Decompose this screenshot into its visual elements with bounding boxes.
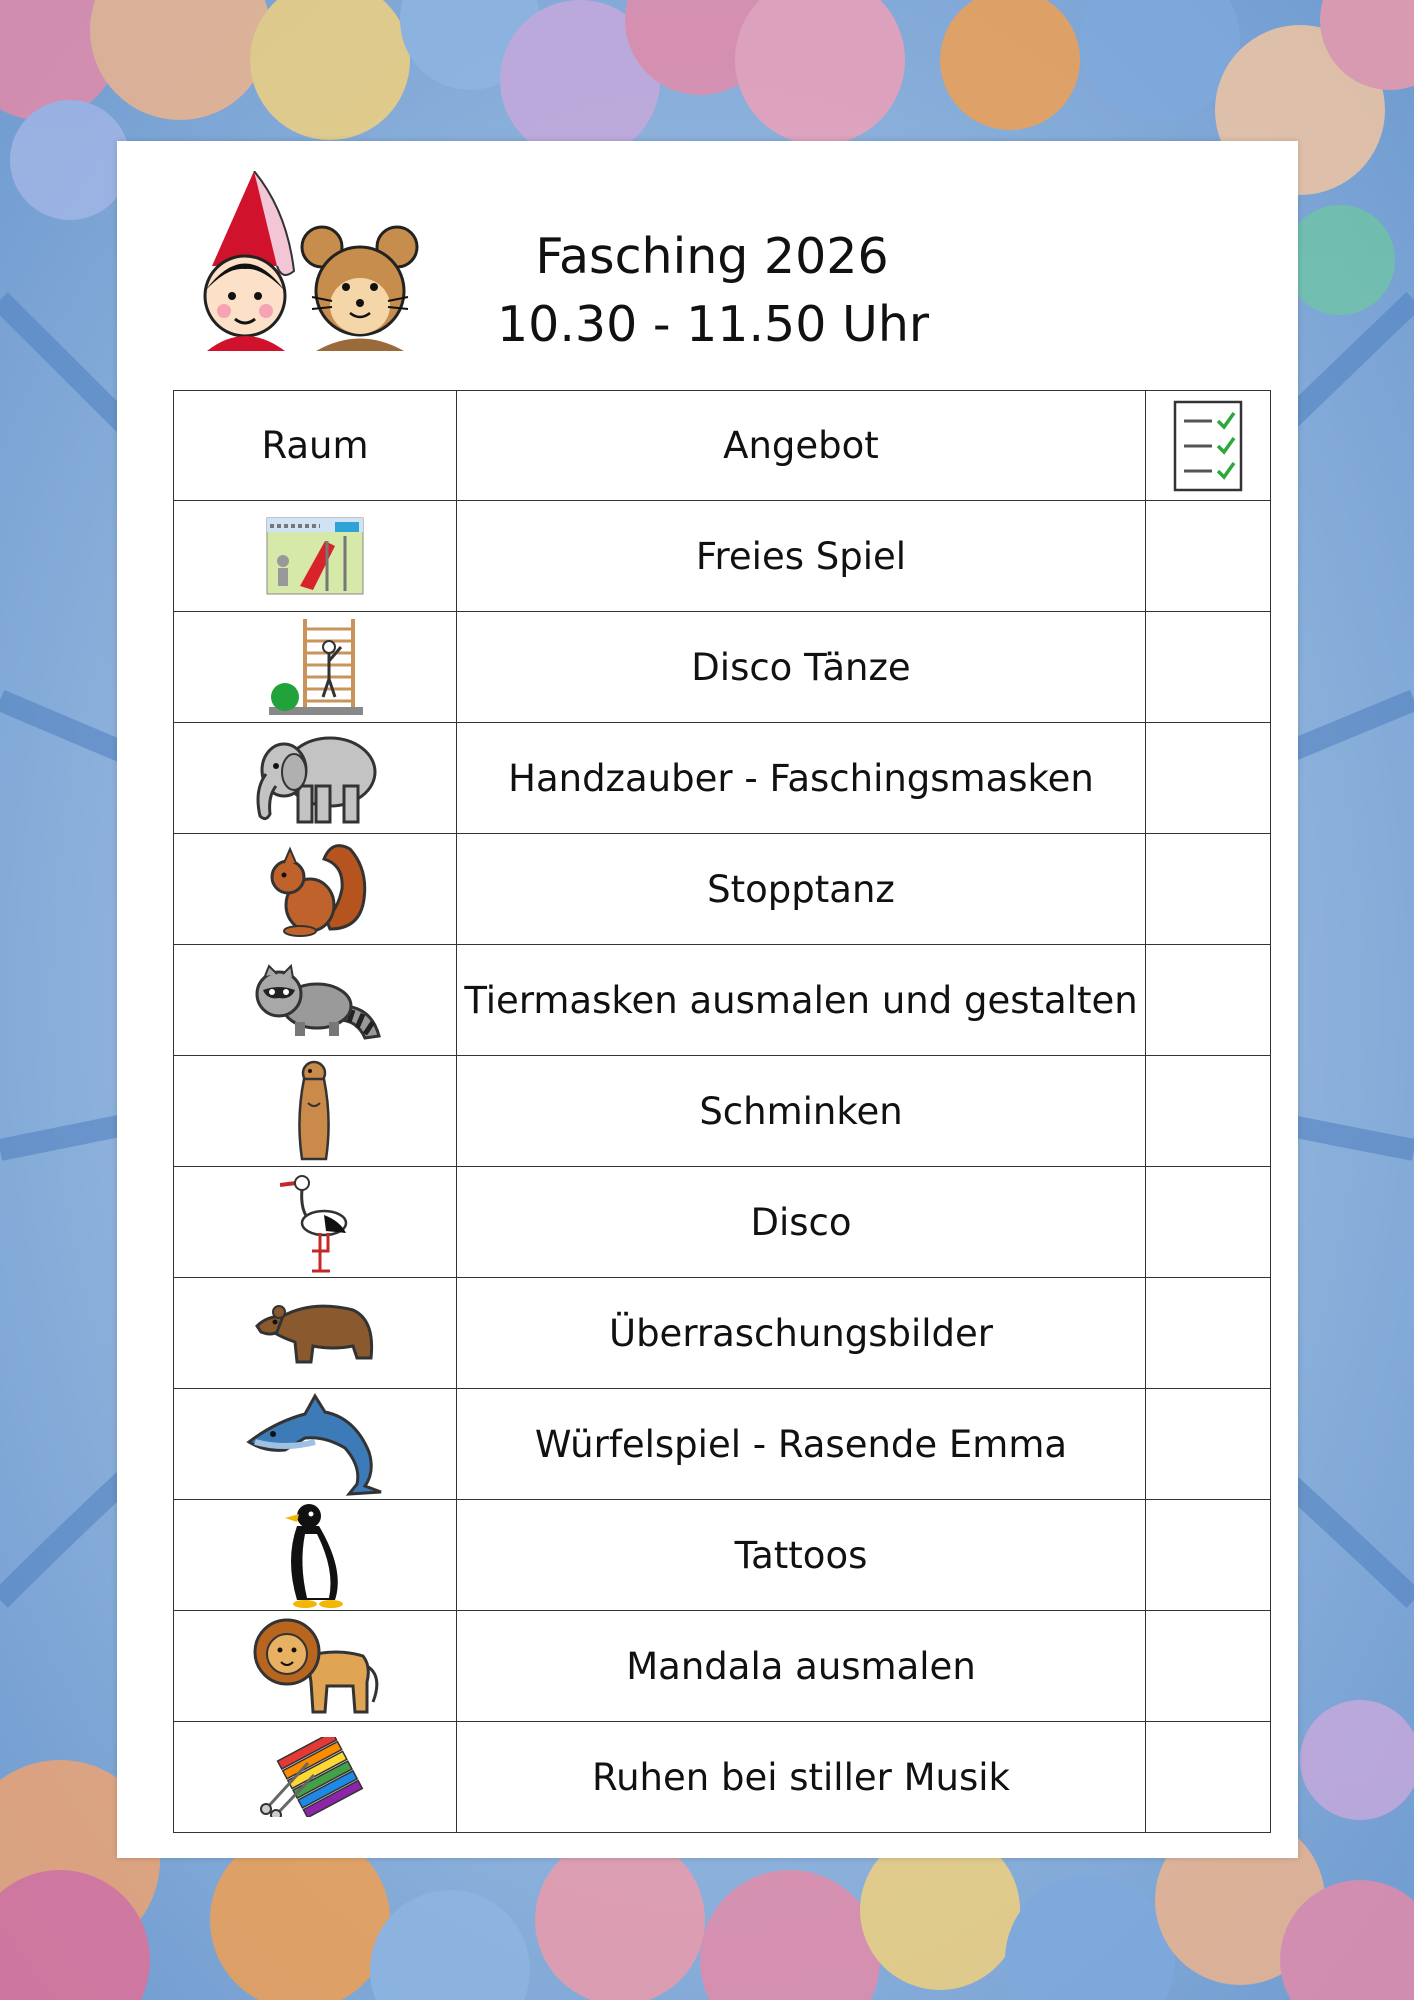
offer-cell: Freies Spiel	[457, 501, 1146, 612]
table-row	[174, 1500, 1271, 1611]
offer-cell: Tattoos	[457, 1500, 1146, 1611]
table-row	[174, 723, 1271, 834]
activity-table	[173, 390, 1271, 1833]
header-check	[1146, 391, 1271, 501]
table-row	[174, 1056, 1271, 1167]
table-row	[174, 834, 1271, 945]
room-cell	[174, 1611, 457, 1722]
title-line-1: Fasching 2026	[535, 228, 889, 285]
table-row	[174, 1611, 1271, 1722]
check-cell[interactable]	[1146, 612, 1271, 723]
activity-sheet	[117, 141, 1298, 1858]
checklist-icon	[1172, 399, 1244, 493]
playground-icon	[265, 516, 365, 596]
check-cell[interactable]	[1146, 1278, 1271, 1389]
offer-cell: Würfelspiel - Rasende Emma	[457, 1389, 1146, 1500]
table-row	[174, 612, 1271, 723]
room-cell	[174, 1167, 457, 1278]
check-cell[interactable]	[1146, 1056, 1271, 1167]
check-cell[interactable]	[1146, 1167, 1271, 1278]
meerkat-icon	[290, 1059, 340, 1163]
check-cell[interactable]	[1146, 1500, 1271, 1611]
table-header-row	[174, 391, 1271, 501]
room-cell	[174, 1722, 457, 1833]
room-cell	[174, 612, 457, 723]
check-cell[interactable]	[1146, 1722, 1271, 1833]
offer-cell: Disco	[457, 1167, 1146, 1278]
room-cell	[174, 945, 457, 1056]
xylophone-icon	[260, 1737, 370, 1817]
header-room: Raum	[174, 391, 457, 501]
gym-icon	[265, 617, 365, 717]
offer-cell: Ruhen bei stiller Musik	[457, 1722, 1146, 1833]
room-cell	[174, 1389, 457, 1500]
elephant-icon	[250, 730, 380, 826]
table-row	[174, 1722, 1271, 1833]
carnival-kids-icon	[192, 171, 432, 351]
table-row	[174, 1278, 1271, 1389]
check-cell[interactable]	[1146, 834, 1271, 945]
offer-cell: Handzauber - Faschingsmasken	[457, 723, 1146, 834]
room-cell	[174, 834, 457, 945]
room-cell	[174, 1056, 457, 1167]
offer-cell: Tiermasken ausmalen und gestalten	[457, 945, 1146, 1056]
check-cell[interactable]	[1146, 501, 1271, 612]
room-cell	[174, 723, 457, 834]
offer-cell: Überraschungsbilder	[457, 1278, 1146, 1389]
offer-cell: Disco Tänze	[457, 612, 1146, 723]
header-offer: Angebot	[457, 391, 1146, 501]
stork-icon	[280, 1171, 350, 1273]
check-cell[interactable]	[1146, 1389, 1271, 1500]
offer-cell: Mandala ausmalen	[457, 1611, 1146, 1722]
penguin-icon	[275, 1500, 355, 1610]
check-cell[interactable]	[1146, 1611, 1271, 1722]
dolphin-icon	[245, 1392, 385, 1496]
squirrel-icon	[260, 839, 370, 939]
offer-cell: Schminken	[457, 1056, 1146, 1167]
table-row	[174, 1167, 1271, 1278]
check-cell[interactable]	[1146, 723, 1271, 834]
offer-cell: Stopptanz	[457, 834, 1146, 945]
raccoon-icon	[245, 960, 385, 1040]
room-cell	[174, 1278, 457, 1389]
table-row	[174, 1389, 1271, 1500]
title-line-2: 10.30 - 11.50 Uhr	[497, 296, 930, 353]
page-title	[497, 223, 930, 359]
bear-icon	[253, 1298, 377, 1368]
check-cell[interactable]	[1146, 945, 1271, 1056]
table-row	[174, 945, 1271, 1056]
lion-icon	[247, 1616, 383, 1716]
table-row	[174, 501, 1271, 612]
room-cell	[174, 501, 457, 612]
room-cell	[174, 1500, 457, 1611]
